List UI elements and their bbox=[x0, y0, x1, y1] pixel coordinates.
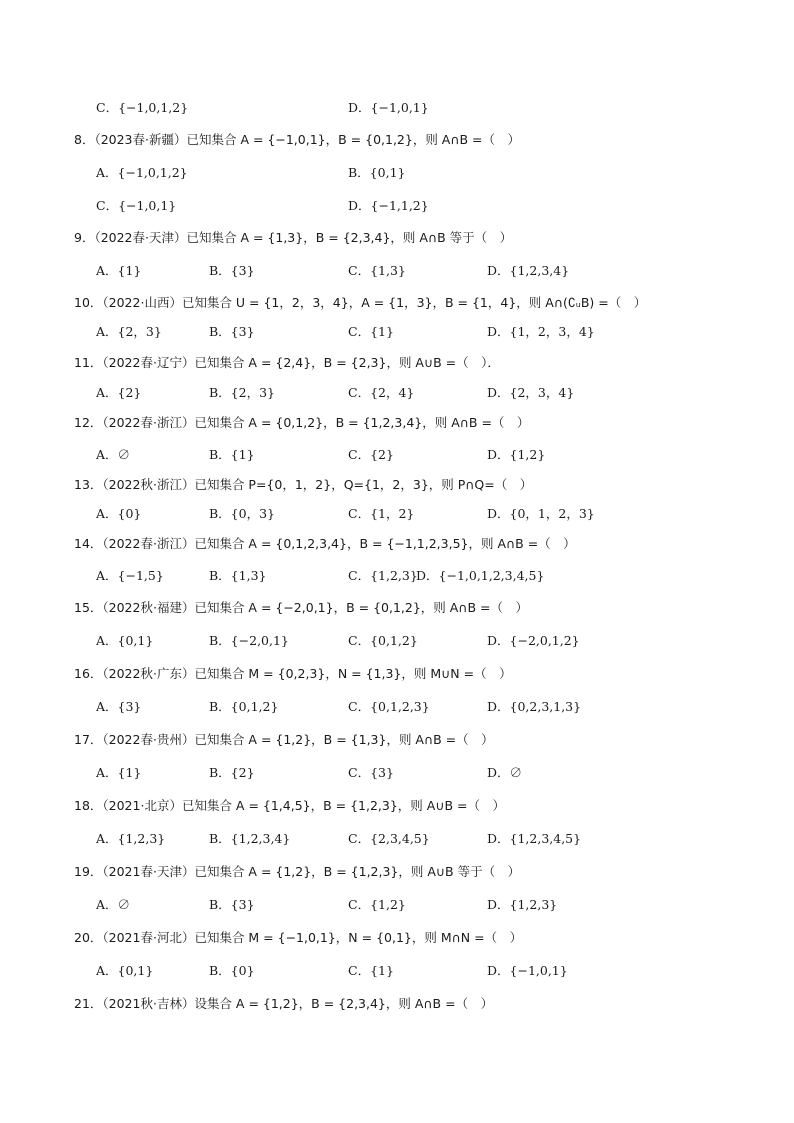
option-c: C．{0,1,2,3} bbox=[348, 699, 430, 714]
option-b: B．{0,1} bbox=[348, 165, 406, 180]
option-a: A．∅ bbox=[96, 897, 131, 912]
option-c: C．{1} bbox=[348, 963, 394, 978]
option-d: D．{−1,1,2} bbox=[348, 198, 429, 213]
option-a: A．{−1,5} bbox=[96, 568, 164, 583]
option-c: C．{2} bbox=[348, 447, 394, 462]
question-12-stem: 12．（2022春·浙江）已知集合 A = {0,1,2}，B = {1,2,3,4}，则 A∩B =（ ） bbox=[74, 415, 530, 430]
option-a: A．{1,2,3} bbox=[96, 831, 166, 846]
option-b: B．{1} bbox=[209, 447, 255, 462]
option-c: C．{1} bbox=[348, 324, 394, 339]
question-17-stem: 17．（2022春·贵州）已知集合 A = {1,2}，B = {1,3}，则 A∩B =（ ） bbox=[74, 732, 494, 747]
question-20-stem: 20．（2021春·河北）已知集合 M = {−1,0,1}，N = {0,1}，则 M∩N =（ ） bbox=[74, 930, 523, 945]
option-b: B．{1,2,3,4} bbox=[209, 831, 291, 846]
option-c: C．{1,3} bbox=[348, 263, 406, 278]
option-a: A．{0} bbox=[96, 506, 142, 521]
option-b: B．{3} bbox=[209, 897, 255, 912]
option-d: D．{0，1，2，3} bbox=[487, 506, 595, 521]
option-d: D．{−1,0,1,2,3,4,5} bbox=[416, 568, 545, 583]
option-d: D．{1,2,3,4,5} bbox=[487, 831, 582, 846]
option-a: A．{2，3} bbox=[96, 324, 162, 339]
option-c: C．{0,1,2} bbox=[348, 633, 418, 648]
option-c: C．{2,3,4,5} bbox=[348, 831, 430, 846]
option-d: D．{−1,0,1} bbox=[348, 100, 429, 115]
question-11-stem: 11．（2022春·辽宁）已知集合 A = {2,4}，B = {2,3}，则 A∪B =（ ）． bbox=[74, 355, 500, 370]
option-c: C．{3} bbox=[348, 765, 394, 780]
option-c: C．{−1,0,1} bbox=[96, 198, 177, 213]
option-b: B．{2} bbox=[209, 765, 255, 780]
option-d: D．{2，3，4} bbox=[487, 385, 575, 400]
option-b: B．{3} bbox=[209, 263, 255, 278]
question-8-stem: 8．（2023春·新疆）已知集合 A = {−1,0,1}，B = {0,1,2}，则 A∩B =（ ） bbox=[74, 132, 521, 147]
option-d: D．{1,2} bbox=[487, 447, 546, 462]
question-14-stem: 14．（2022春·浙江）已知集合 A = {0,1,2,3,4}，B = {−1,1,2,3,5}，则 A∩B =（ ） bbox=[74, 536, 576, 551]
question-9-stem: 9．（2022春·天津）已知集合 A = {1,3}，B = {2,3,4}，则 A∩B 等于（ ） bbox=[74, 230, 513, 245]
option-c: C．{1,2,3} bbox=[348, 568, 418, 583]
question-16-stem: 16．（2022秋·广东）已知集合 M = {0,2,3}，N = {1,3}，则 M∪N =（ ） bbox=[74, 666, 512, 681]
option-b: B．{1,3} bbox=[209, 568, 267, 583]
option-b: B．{2，3} bbox=[209, 385, 275, 400]
question-18-stem: 18．（2021·北京）已知集合 A = {1,4,5}，B = {1,2,3}，则 A∪B =（ ） bbox=[74, 798, 506, 813]
option-a: A．{3} bbox=[96, 699, 142, 714]
option-c: C．{−1,0,1,2} bbox=[96, 100, 189, 115]
option-b: B．{0,1,2} bbox=[209, 699, 279, 714]
option-b: B．{0} bbox=[209, 963, 255, 978]
option-c: C．{2，4} bbox=[348, 385, 415, 400]
option-a: A．{2} bbox=[96, 385, 142, 400]
question-19-stem: 19．（2021春·天津）已知集合 A = {1,2}，B = {1,2,3}，则 A∪B 等于（ ） bbox=[74, 864, 521, 879]
question-21-stem: 21．（2021秋·吉林）设集合 A = {1,2}，B = {2,3,4}，则 A∩B =（ ） bbox=[74, 996, 494, 1011]
question-15-stem: 15．（2022秋·福建）已知集合 A = {−2,0,1}，B = {0,1,2}，则 A∩B =（ ） bbox=[74, 600, 528, 615]
option-a: A．{1} bbox=[96, 765, 142, 780]
option-a: A．∅ bbox=[96, 447, 131, 462]
option-d: D．∅ bbox=[487, 765, 523, 780]
question-10-stem: 10．（2022·山西）已知集合 U = {1，2，3，4}，A = {1，3}，B = {1，4}，则 A∩(∁ᵤB) =（ ） bbox=[74, 295, 647, 310]
question-13-stem: 13．（2022秋·浙江）已知集合 P={0，1，2}，Q={1，2，3}，则 P∩Q=（ ） bbox=[74, 477, 533, 492]
option-b: B．{3} bbox=[209, 324, 255, 339]
option-d: D．{0,2,3,1,3} bbox=[487, 699, 582, 714]
option-d: D．{1,2,3} bbox=[487, 897, 558, 912]
option-c: C．{1,2} bbox=[348, 897, 406, 912]
option-d: D．{−2,0,1,2} bbox=[487, 633, 580, 648]
option-c: C．{1，2} bbox=[348, 506, 415, 521]
option-a: A．{−1,0,1,2} bbox=[96, 165, 188, 180]
option-b: B．{−2,0,1} bbox=[209, 633, 289, 648]
option-a: A．{0,1} bbox=[96, 633, 154, 648]
option-d: D．{−1,0,1} bbox=[487, 963, 568, 978]
option-d: D．{1,2,3,4} bbox=[487, 263, 570, 278]
option-a: A．{0,1} bbox=[96, 963, 154, 978]
option-a: A．{1} bbox=[96, 263, 142, 278]
option-b: B．{0，3} bbox=[209, 506, 275, 521]
option-d: D．{1，2，3，4} bbox=[487, 324, 595, 339]
